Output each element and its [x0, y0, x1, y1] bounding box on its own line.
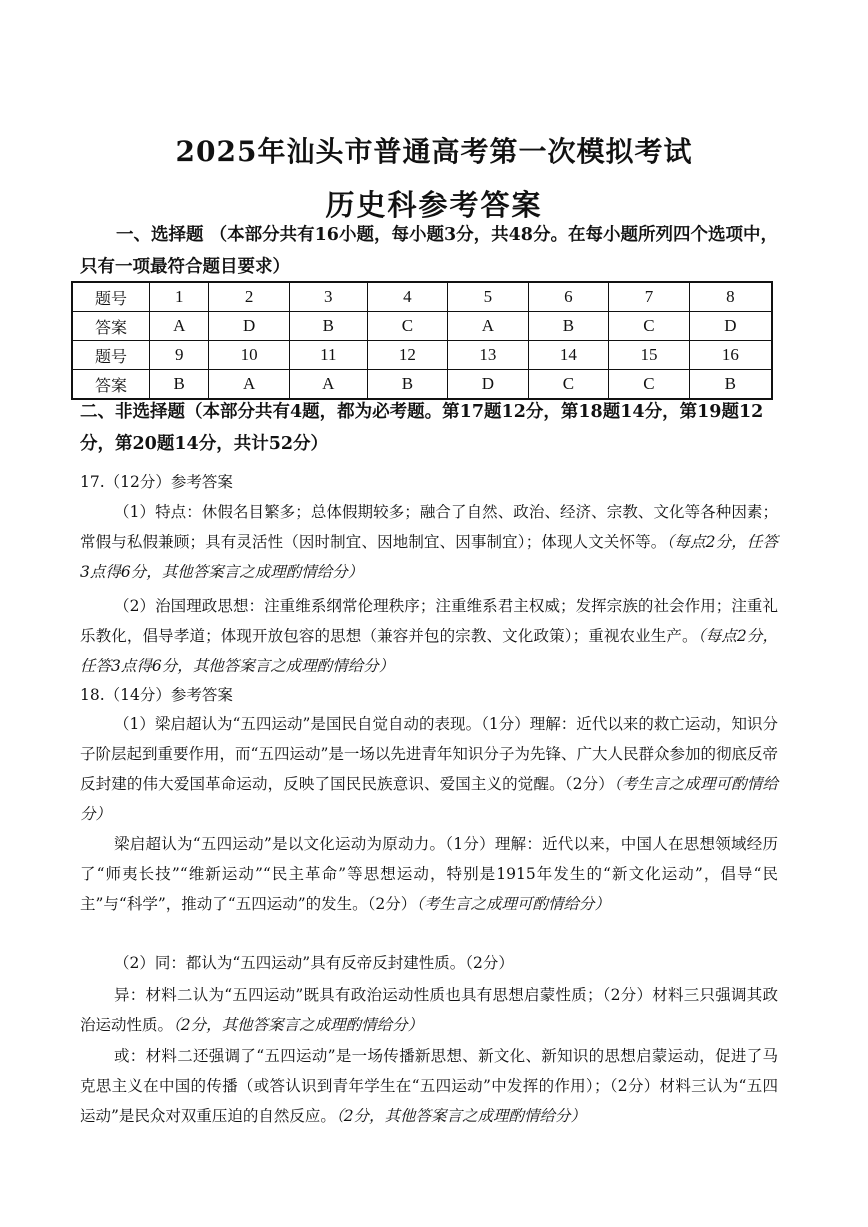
q17-part1 [80, 497, 778, 587]
answer-cell: B [150, 370, 209, 400]
answer-cell: B [367, 370, 448, 400]
row-label: 题号 [72, 282, 150, 312]
exam-title: 2025年汕头市普通高考第一次模拟考试 [175, 135, 693, 168]
q18-part1-second-text: 梁启超认为“五四运动”是以文化运动为原动力。（1分）理解：近代以来，中国人在思想领域经历了“师夷长技”“维新运动”“民主革命”等思想运动，特别是1915年发生的“新文化运动”，倡导“民主”与“科学”，推动了“五四运动”的发生。（2分） [80, 835, 778, 913]
answer-cell: C [528, 370, 609, 400]
answer-cell: B [689, 370, 772, 400]
q18-heading: 18.（14分）参考答案 [80, 686, 233, 704]
q18-part1 [80, 709, 778, 829]
q17-part2-text: （2）治国理政思想：注重维系纲常伦理秩序；注重维系君主权威；发挥宗族的社会作用；注重礼乐教化，倡导孝道；体现开放包容的思想（兼容并包的宗教、文化政策）；重视农业生产。 [80, 597, 778, 645]
question-number: 1 [150, 282, 209, 312]
answer-cell: C [367, 312, 448, 341]
q17-heading: 17.（12分）参考答案 [80, 473, 233, 491]
answer-cell: A [150, 312, 209, 341]
table-row [72, 370, 772, 400]
q18-part2-alternative [80, 1041, 778, 1131]
answer-cell: C [609, 312, 690, 341]
answer-cell: B [289, 312, 367, 341]
q18-part2-alternative-note: （2分，其他答案言之成理酌情给分） [335, 1107, 587, 1125]
q18-part2-difference-text: 异：材料二认为“五四运动”既具有政治运动性质也具有思想启蒙性质；（2分）材料三只强调其政治运动性质。 [80, 986, 778, 1034]
q18-part1-text: （1）梁启超认为“五四运动”是国民自觉自动的表现。（1分）理解：近代以来的救亡运动，知识分子阶层起到重要作用，而“五四运动”是一场以先进青年知识分子为先锋、广大人民群众参加的彻底反帝反封建的伟大爱国革命运动，反映了国民民族意识、爱国主义的觉醒。（2分） [80, 715, 778, 793]
exam-subtitle: 历史科参考答案 [325, 188, 543, 222]
answer-cell: B [528, 312, 609, 341]
question-number: 11 [289, 341, 367, 370]
question-number: 8 [689, 282, 772, 312]
row-label: 答案 [72, 370, 150, 400]
answer-cell: A [289, 370, 367, 400]
q17-part1-scoring-note: （每点2分，任答3点得6分，其他答案言之成理酌情给分） [80, 533, 778, 581]
q18-part2-difference-note: （2分，其他答案言之成理酌情给分） [173, 1016, 424, 1034]
question-number: 12 [367, 341, 448, 370]
row-label: 答案 [72, 312, 150, 341]
question-number: 2 [209, 282, 290, 312]
q18-part1-second-scoring-note: （考生言之成理可酌情给分） [416, 895, 610, 913]
question-number: 10 [209, 341, 290, 370]
answer-cell: C [609, 370, 690, 400]
answer-cell: D [448, 370, 529, 400]
answer-table [71, 281, 773, 400]
question-number: 16 [689, 341, 772, 370]
question-number: 6 [528, 282, 609, 312]
question-number: 3 [289, 282, 367, 312]
section-non-choice-heading: 二、非选择题（本部分共有4题，都为必考题。第17题12分，第18题14分，第19题12分，第20题14分，共计52分） [80, 402, 764, 454]
q18-part1-scoring-note: （考生言之成理可酌情给分） [80, 775, 778, 823]
question-number: 7 [609, 282, 690, 312]
q17-part2 [80, 591, 778, 681]
answer-cell: A [448, 312, 529, 341]
row-label: 题号 [72, 341, 150, 370]
question-number: 13 [448, 341, 529, 370]
question-number: 9 [150, 341, 209, 370]
answer-cell: D [689, 312, 772, 341]
question-number: 14 [528, 341, 609, 370]
question-number: 5 [448, 282, 529, 312]
section-multiple-choice-heading: 一、选择题 （本部分共有16小题，每小题3分，共48分。在每小题所列四个选项中，只有一项最符合题目要求） [80, 225, 778, 277]
table-row [72, 282, 772, 312]
answer-cell: D [209, 312, 290, 341]
answer-cell: A [209, 370, 290, 400]
question-number: 4 [367, 282, 448, 312]
q18-part1-second-view [80, 829, 778, 919]
q18-part2-similarity: （2）同：都认为“五四运动”具有反帝反封建性质。（2分） [114, 954, 514, 972]
table-row [72, 312, 772, 341]
q17-part1-text: （1）特点：休假名目繁多；总体假期较多；融合了自然、政治、经济、宗教、文化等各种因素；常假与私假兼顾；具有灵活性（因时制宜、因地制宜、因事制宜）；体现人文关怀等。 [80, 503, 778, 551]
table-row [72, 341, 772, 370]
q17-part2-scoring-note: （每点2分，任答3点得6分，其他答案言之成理酌情给分） [80, 627, 778, 675]
question-number: 15 [609, 341, 690, 370]
q18-part2-alternative-text: 或：材料二还强调了“五四运动”是一场传播新思想、新文化、新知识的思想启蒙运动，促进了马克思主义在中国的传播（或答认识到青年学生在“五四运动”中发挥的作用）；（2分）材料三认为“五四运动”是民众对双重压迫的自然反应。 [80, 1047, 778, 1125]
q18-part2-difference [80, 980, 778, 1040]
